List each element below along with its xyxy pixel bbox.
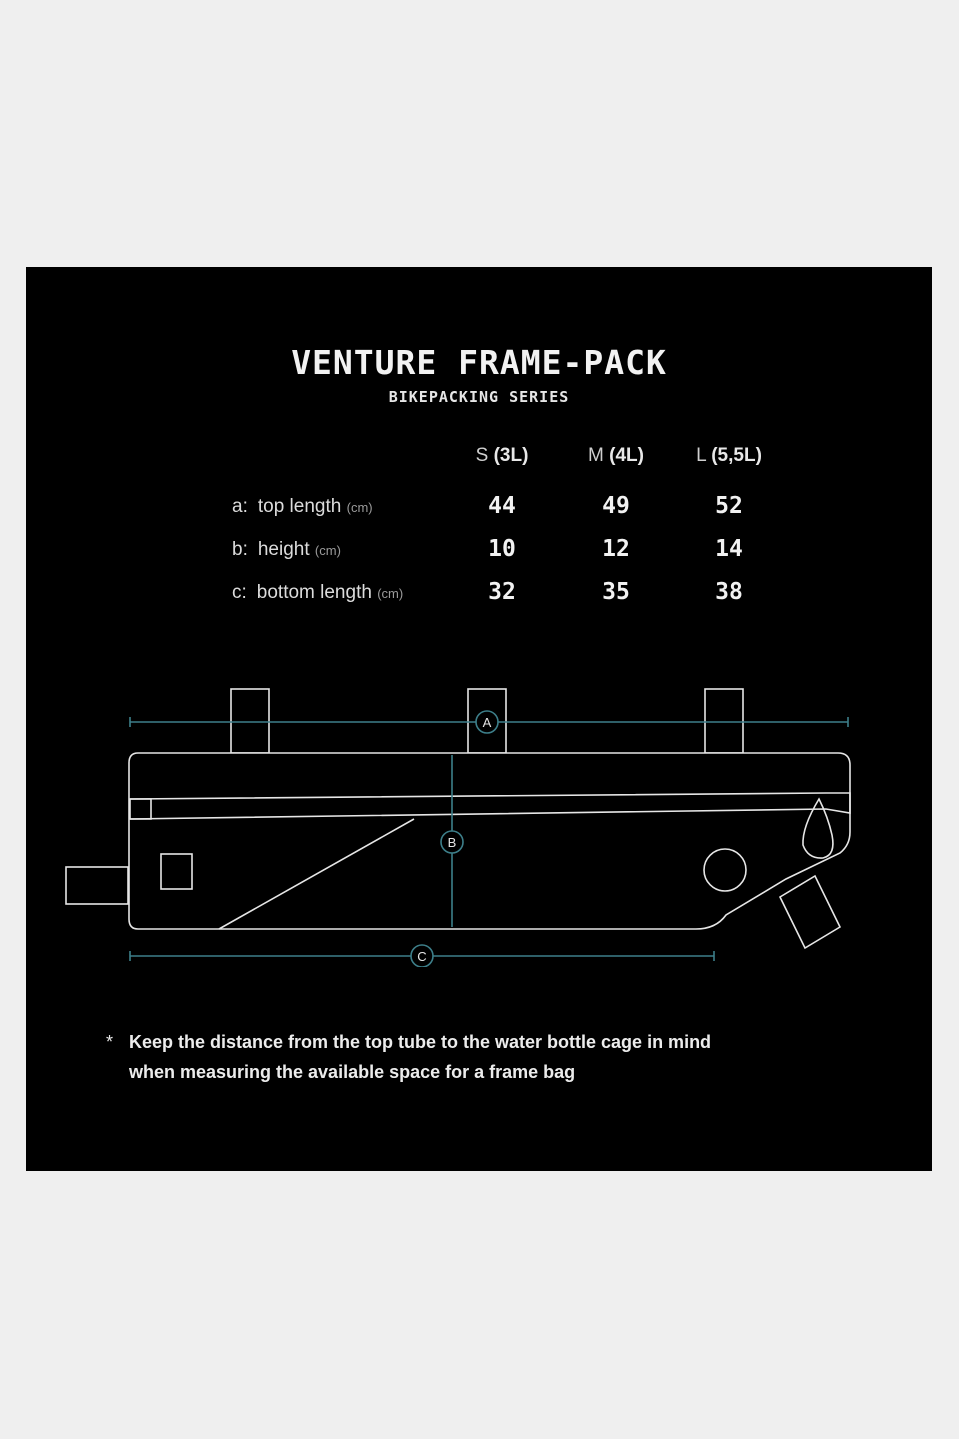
size-letter: S: [475, 445, 489, 466]
marker-c-label: C: [417, 949, 427, 964]
bag-body: [129, 753, 850, 929]
marker-b-label: B: [447, 835, 457, 850]
value-height-l: 14: [715, 536, 743, 562]
value-top-length-m: 49: [602, 493, 630, 519]
row-label-top-length: [232, 496, 373, 518]
row-unit: (cm): [346, 500, 373, 515]
value-top-length-s: 44: [488, 493, 516, 519]
measurement-note: [106, 1027, 826, 1087]
row-name: top length: [257, 496, 342, 517]
note-line-2: when measuring the available space for a frame bag: [129, 1062, 576, 1082]
rear-strap: [66, 867, 128, 904]
row-unit: (cm): [377, 586, 404, 601]
product-subtitle: BIKEPACKING SERIES: [388, 388, 570, 406]
size-volume: (4L): [609, 445, 644, 466]
row-key: a:: [232, 496, 248, 517]
row-key: b:: [232, 539, 248, 560]
size-volume: (3L): [493, 445, 529, 466]
value-height-m: 12: [602, 536, 630, 562]
size-header-l: [669, 445, 789, 467]
frame-bag-diagram: [26, 667, 932, 967]
size-header-s: [442, 445, 562, 467]
value-bottom-length-s: 32: [488, 579, 516, 605]
row-key: c:: [232, 582, 247, 603]
front-strap: [780, 876, 840, 948]
marker-a: [476, 711, 498, 733]
note-line-1: Keep the distance from the top tube to the water bottle cage in mind: [129, 1032, 712, 1052]
marker-a-label: A: [482, 715, 492, 730]
top-strap-left: [231, 689, 269, 753]
row-label-bottom-length: [232, 582, 403, 604]
row-name: height: [257, 539, 310, 560]
row-label-height: [232, 539, 341, 561]
product-panel: [26, 267, 932, 1171]
size-volume: (5,5L): [711, 445, 762, 466]
size-letter: M: [588, 445, 604, 466]
row-unit: (cm): [314, 543, 341, 558]
size-letter: L: [696, 445, 706, 466]
value-height-s: 10: [488, 536, 516, 562]
row-name: bottom length: [256, 582, 372, 603]
value-bottom-length-l: 38: [715, 579, 743, 605]
product-title: VENTURE FRAME-PACK: [291, 343, 667, 382]
marker-c: [411, 945, 433, 967]
size-header-m: [556, 445, 676, 467]
note-asterisk: *: [106, 1032, 114, 1052]
value-bottom-length-m: 35: [602, 579, 630, 605]
marker-b: [441, 831, 463, 853]
value-top-length-l: 52: [715, 493, 743, 519]
top-strap-right: [705, 689, 743, 753]
